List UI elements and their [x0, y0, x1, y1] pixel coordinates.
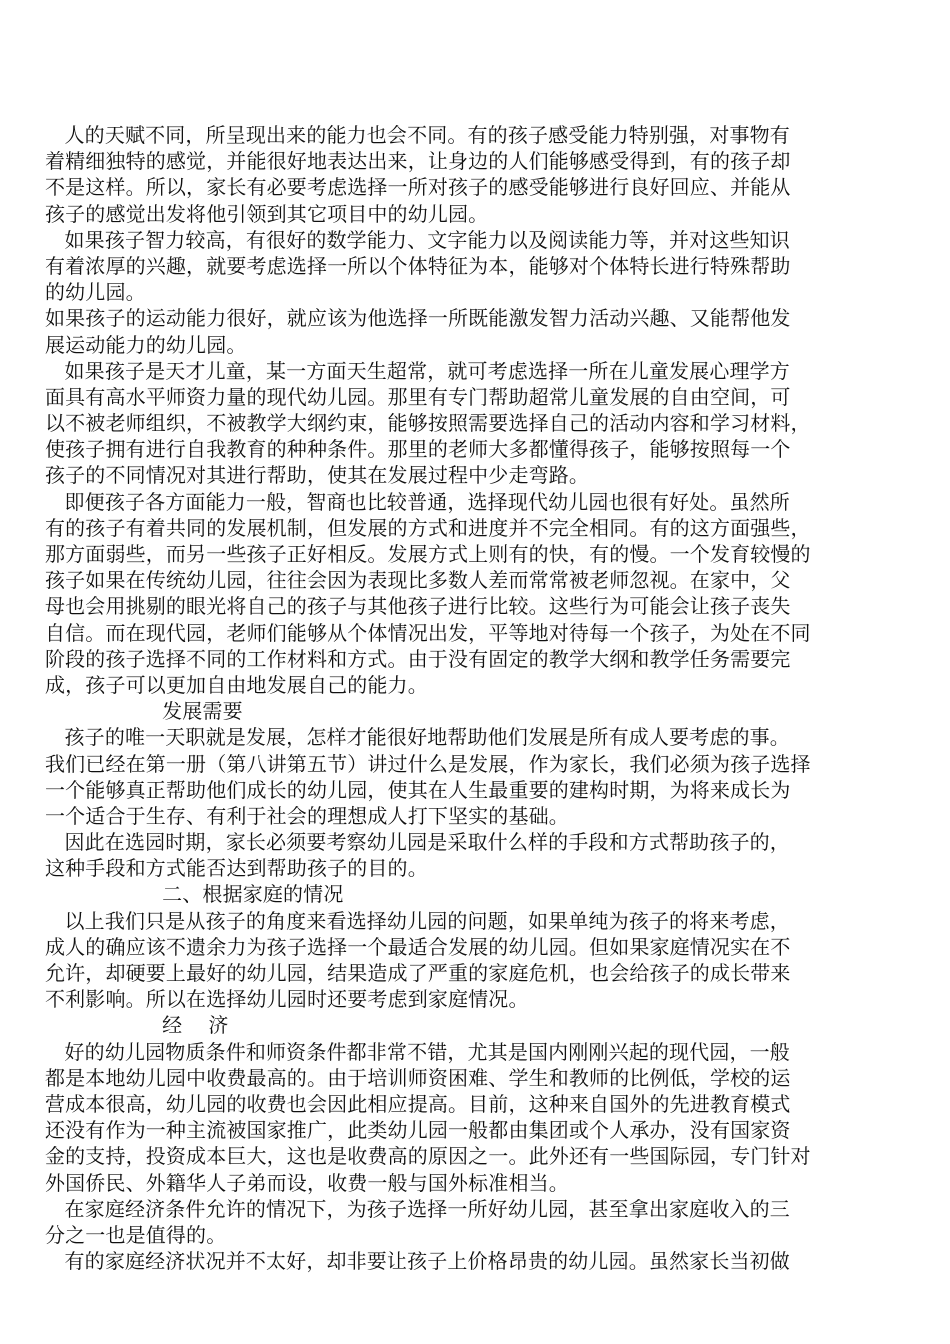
- text-line: 即便孩子各方面能力一般，智商也比较普通，选择现代幼儿园也很有好处。虽然所: [45, 489, 790, 514]
- text-line: 成，孩子可以更加自由地发展自己的能力。: [45, 672, 428, 697]
- text-line: 分之一也是值得的。: [45, 1222, 227, 1247]
- text-line: 孩子的不同情况对其进行帮助，使其在发展过程中少走弯路。: [45, 463, 590, 488]
- text-line: 一个适合于生存、有利于社会的理想成人打下坚实的基础。: [45, 803, 569, 828]
- text-line: 发展需要: [45, 699, 243, 724]
- text-line: 着精细独特的感觉，并能很好地表达出来，让身边的人们能够感受得到，有的孩子却: [45, 149, 791, 174]
- text-line: 外国侨民、外籍华人子弟而设，收费一般与国外标准相当。: [45, 1170, 569, 1195]
- text-line: 有的孩子有着共同的发展机制，但发展的方式和进度并不完全相同。有的这方面强些，: [45, 515, 811, 540]
- text-line: 人的天赋不同，所呈现出来的能力也会不同。有的孩子感受能力特别强，对事物有: [45, 123, 790, 147]
- text-line: 因此在选园时期，家长必须要考察幼儿园是采取什么样的手段和方式帮助孩子的，: [45, 830, 790, 855]
- text-line: 在家庭经济条件允许的情况下，为孩子选择一所好幼儿园，甚至拿出家庭收入的三: [45, 1196, 790, 1221]
- text-line: 我们已经在第一册（第八讲第五节）讲过什么是发展，作为家长，我们必须为孩子选择: [45, 751, 811, 776]
- text-line: 以上我们只是从孩子的角度来看选择幼儿园的问题，如果单纯为孩子的将来考虑，: [45, 908, 790, 933]
- text-line: 如果孩子是天才儿童，某一方面天生超常，就可考虑选择一所在儿童发展心理学方: [45, 358, 790, 383]
- document-body: [45, 122, 867, 1274]
- text-line: 成人的确应该不遗余力为孩子选择一个最适合发展的幼儿园。但如果家庭情况实在不: [45, 934, 791, 959]
- text-line: 阶段的孩子选择不同的工作材料和方式。由于没有固定的教学大纲和教学任务需要完: [45, 646, 791, 671]
- text-line: 不利影响。所以在选择幼儿园时还要考虑到家庭情况。: [45, 987, 529, 1012]
- text-line: 这种手段和方式能否达到帮助孩子的目的。: [45, 856, 428, 881]
- text-line: 金的支持，投资成本巨大，这也是收费高的原因之一。此外还有一些国际园，专门针对: [45, 1144, 811, 1169]
- text-line: 如果孩子的运动能力很好，就应该为他选择一所既能激发智力活动兴趣、又能帮他发: [45, 306, 791, 331]
- text-line: 好的幼儿园物质条件和师资条件都非常不错，尤其是国内刚刚兴起的现代园，一般: [45, 1039, 790, 1064]
- text-line: 的幼儿园。: [45, 280, 146, 305]
- text-line: 孩子如果在传统幼儿园，往往会因为表现比多数人差而常常被老师忽视。在家中，父: [45, 568, 791, 593]
- text-line: 孩子的感觉出发将他引领到其它项目中的幼儿园。: [45, 201, 489, 226]
- text-line: 允许，却硬要上最好的幼儿园，结果造成了严重的家庭危机，也会给孩子的成长带来: [45, 961, 791, 985]
- text-line: 一个能够真正帮助他们成长的幼儿园，使其在人生最重要的建构时期，为将来成长为: [45, 777, 791, 802]
- text-line: 有的家庭经济状况并不太好，却非要让孩子上价格昂贵的幼儿园。虽然家长当初做: [45, 1249, 790, 1274]
- text-line: 那方面弱些，而另一些孩子正好相反。发展方式上则有的快，有的慢。一个发育较慢的: [45, 542, 811, 566]
- text-line: 使孩子拥有进行自我教育的种种条件。那里的老师大多都懂得孩子，能够按照每一个: [45, 437, 791, 462]
- text-line: 如果孩子智力较高，有很好的数学能力、文字能力以及阅读能力等，并对这些知识: [45, 227, 790, 252]
- text-line: 面具有高水平师资力量的现代幼儿园。那里有专门帮助超常儿童发展的自由空间，可: [45, 384, 791, 409]
- text-line: 营成本很高，幼儿园的收费也会因此相应提高。目前，这种来自国外的先进教育模式: [45, 1091, 791, 1116]
- text-line: 二、根据家庭的情况: [45, 882, 344, 907]
- text-line: 不是这样。所以，家长有必要考虑选择一所对孩子的感受能够进行良好回应、并能从: [45, 175, 791, 200]
- text-line: 都是本地幼儿园中收费最高的。由于培训师资困难、学生和教师的比例低，学校的运: [45, 1065, 791, 1090]
- text-line: 自信。而在现代园，老师们能够从个体情况出发，平等地对待每一个孩子，为处在不同: [45, 620, 811, 645]
- text-line: 有着浓厚的兴趣，就要考虑选择一所以个体特征为本，能够对个体特长进行特殊帮助: [45, 253, 791, 278]
- text-line: 展运动能力的幼儿园。: [45, 332, 247, 357]
- text-line: 还没有作为一种主流被国家推广，此类幼儿园一般都由集团或个人承办，没有国家资: [45, 1118, 791, 1143]
- text-line: 经 济: [45, 1013, 229, 1038]
- text-line: 以不被老师组织，不被教学大纲约束，能够按照需要选择自己的活动内容和学习材料，: [45, 411, 811, 436]
- text-line: 孩子的唯一天职就是发展，怎样才能很好地帮助他们发展是所有成人要考虑的事。: [45, 725, 790, 750]
- text-line: 母也会用挑剔的眼光将自己的孩子与其他孩子进行比较。这些行为可能会让孩子丧失: [45, 594, 791, 619]
